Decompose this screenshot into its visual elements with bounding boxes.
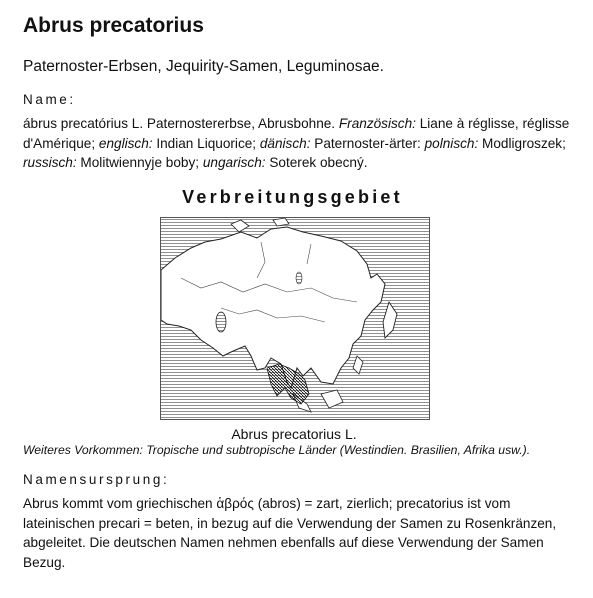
name-text-segment: Modligroszek;: [478, 135, 566, 151]
map-lake: [296, 272, 302, 284]
name-text-segment: Paternoster-ärter:: [310, 135, 425, 151]
map-caption: Abrus precatorius L.: [231, 426, 357, 442]
name-text-segment: Indian Liquorice;: [152, 135, 260, 151]
name-section-label: Name:: [23, 92, 76, 107]
page-title: Abrus precatorius: [23, 14, 204, 37]
map-note: Weiteres Vorkommen: Tropische und subtropische Länder (Westindien. Brasilien, Afrika usw.).: [23, 443, 531, 457]
origin-section-label: Namensursprung:: [23, 472, 170, 487]
name-text-segment: Liane à réglisse, réglisse d'Amérique;: [23, 116, 570, 151]
map-caspian-sea: [216, 312, 226, 332]
page-subtitle: Paternoster-Erbsen, Jequirity-Samen, Leguminosae.: [23, 58, 384, 75]
language-label: polnisch:: [424, 135, 479, 151]
language-label: Französisch:: [338, 116, 416, 131]
map-heading: Verbreitungsgebiet: [182, 187, 403, 207]
language-label: englisch:: [98, 135, 153, 151]
language-label: dänisch:: [259, 135, 311, 151]
distribution-map: [160, 217, 430, 420]
language-label: russisch:: [23, 155, 77, 170]
origin-section-text: Abrus kommt vom griechischen ἁβρός (abros) = zart, zierlich; precatorius ist vom lateinischen precari = beten, in bezug auf die Verwendung der Samen zu Rosenkränzen, abgeleitet. Die deutschen Namen nehmen ebenfalls auf diese Verwendung der Samen Bezug.: [23, 496, 557, 570]
name-section-text: [23, 114, 575, 173]
name-text-segment: ábrus precatórius L. Paternostererbse, Abrusbohne.: [23, 116, 339, 131]
name-text-segment: Soterek obecný.: [265, 155, 368, 170]
language-label: ungarisch:: [202, 155, 266, 170]
name-text-segment: Molitwiennyje boby;: [76, 155, 203, 170]
